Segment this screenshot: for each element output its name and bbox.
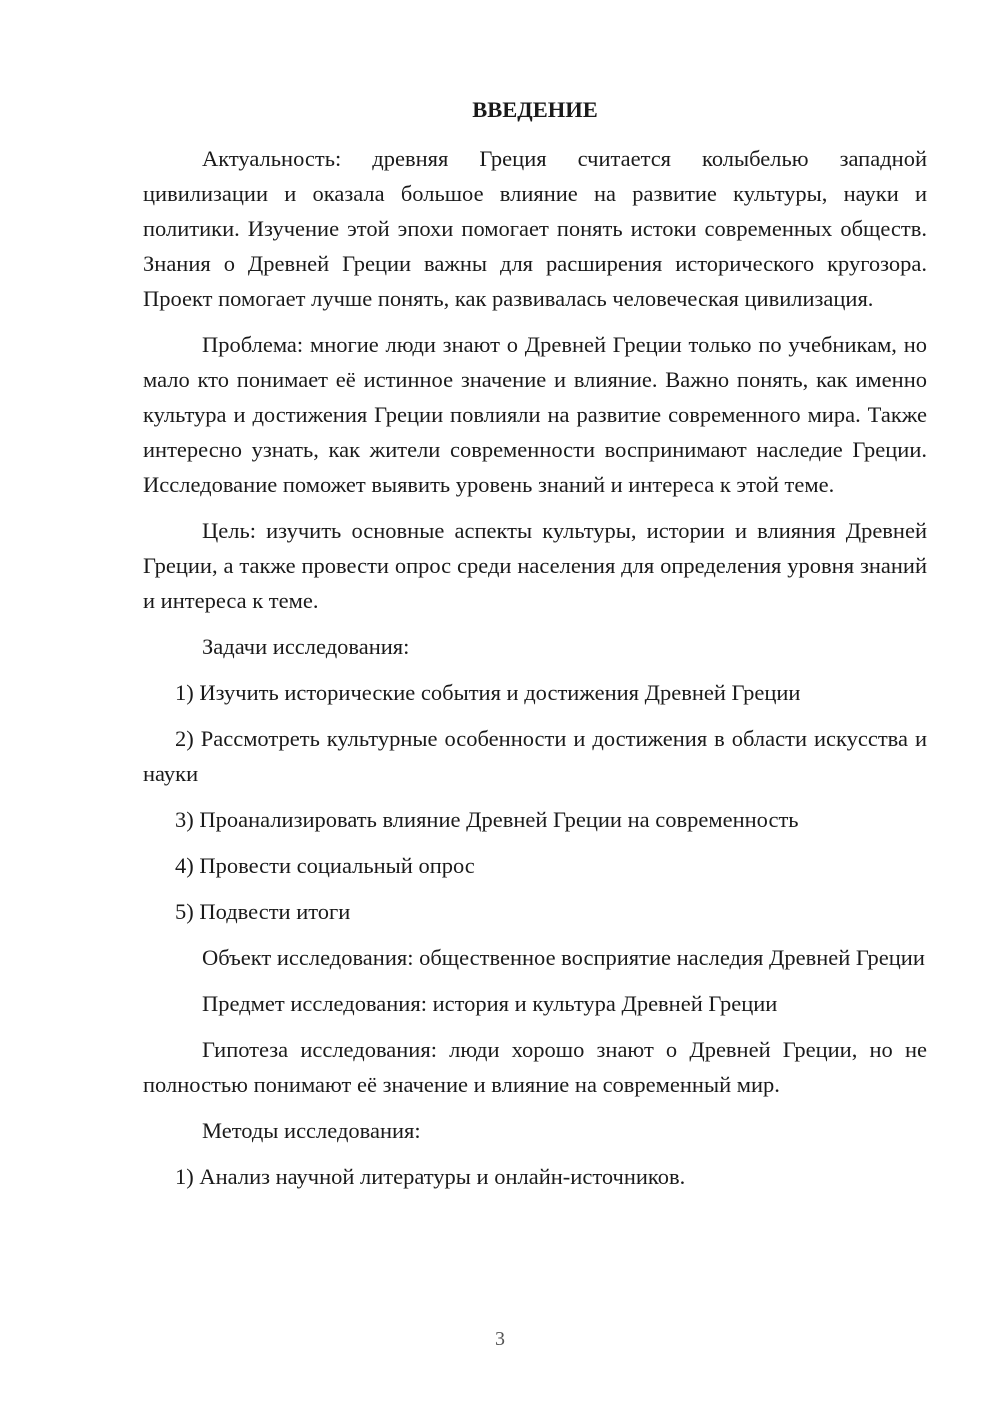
task-item-5: 5) Подвести итоги [175, 899, 351, 924]
goal-paragraph: Цель: изучить основные аспекты культуры, истории и влияния Древней Греции, а также провести опрос среди населения для определения уровня знаний и интереса к теме. [143, 518, 927, 613]
page-number: 3 [495, 1328, 505, 1350]
page-content [143, 92, 927, 1205]
tasks-heading: Задачи исследования: [202, 634, 410, 659]
section-title: ВВЕДЕНИЕ [472, 97, 598, 122]
task-item-2: 2) Рассмотреть культурные особенности и достижения в области искусства и науки [143, 726, 927, 786]
subject-paragraph: Предмет исследования: история и культура Древней Греции [202, 991, 778, 1016]
task-item-4: 4) Провести социальный опрос [175, 853, 475, 878]
problem-paragraph: Проблема: многие люди знают о Древней Греции только по учебникам, но мало кто понимает её истинное значение и влияние. Важно понять, как именно культура и достижения Греции повлияли на развитие современного мира. Также интересно узнать, как жители современности воспринимают наследие Греции. Исследование поможет выявить уровень знаний и интереса к этой теме. [143, 332, 927, 497]
hypothesis-paragraph: Гипотеза исследования: люди хорошо знают о Древней Греции, но не полностью понимают её значение и влияние на современный мир. [143, 1037, 927, 1097]
methods-heading: Методы исследования: [202, 1118, 421, 1143]
relevance-paragraph: Актуальность: древняя Греция считается колыбелью западной цивилизации и оказала большое влияние на развитие культуры, науки и политики. Изучение этой эпохи помогает понять истоки современных обществ. Знания о Древней Греции важны для расширения исторического кругозора. Проект помогает лучше понять, как развивалась человеческая цивилизация. [143, 146, 927, 311]
task-item-1: 1) Изучить исторические события и достижения Древней Греции [175, 680, 801, 705]
task-item-3: 3) Проанализировать влияние Древней Греции на современность [175, 807, 799, 832]
object-paragraph: Объект исследования: общественное восприятие наследия Древней Греции [202, 945, 925, 970]
method-item-1: 1) Анализ научной литературы и онлайн-источников. [175, 1164, 686, 1189]
